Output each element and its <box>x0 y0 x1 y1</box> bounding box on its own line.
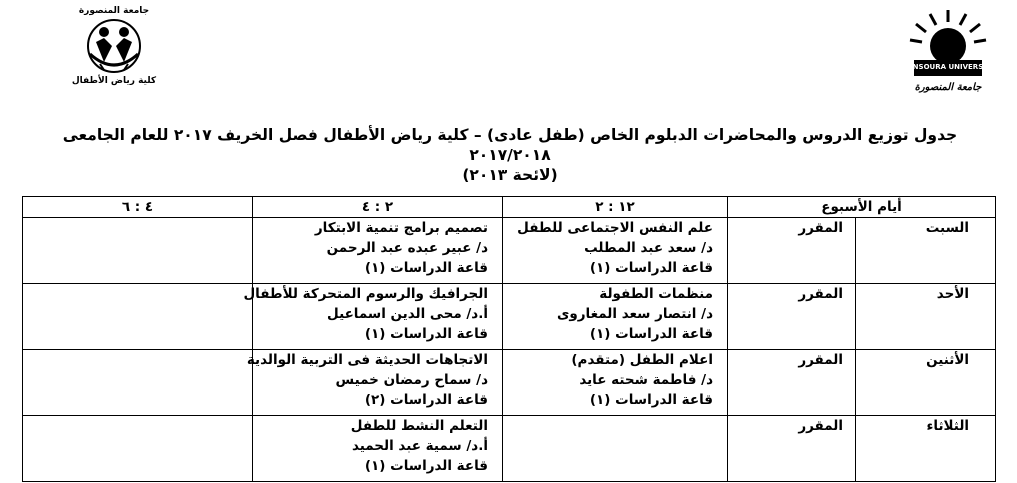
table-row <box>23 350 996 416</box>
header-slot-3: ٤ : ٦ <box>23 197 253 218</box>
faculty-logo <box>70 6 158 88</box>
course-name: علم النفس الاجتماعى للطفل <box>517 220 713 236</box>
course-name: التعلم النشط للطفل <box>350 418 488 434</box>
day-cell: السبت <box>856 218 996 284</box>
title-line-2: (لائحة ٢٠١٣) <box>462 166 558 184</box>
course-name: الاتجاهات الحديثة فى التربية الوالدية <box>246 352 488 368</box>
schedule-table <box>22 196 996 482</box>
table-row <box>23 284 996 350</box>
day-cell: الأحد <box>856 284 996 350</box>
day-cell: الثلاثاء <box>856 416 996 482</box>
room-name: قاعة الدراسات (١) <box>589 392 713 408</box>
slot-1-cell <box>503 416 728 482</box>
title-line-1: جدول توزيع الدروس والمحاضرات الدبلوم الخاص (طفل عادى) – كلية رياض الأطفال فصل الخريف ٢٠١٧ للعام الجامعى ٢٠١٧/٢٠١٨ <box>62 126 958 164</box>
course-name: الجرافيك والرسوم المتحركة للأطفال <box>243 286 488 302</box>
instructor-name: د/ عبير عبده عبد الرحمن <box>326 240 488 256</box>
table-row <box>23 416 996 482</box>
room-name: قاعة الدراسات (١) <box>364 260 488 276</box>
kind-cell: المقرر <box>728 350 856 416</box>
header-slot-1: ١٢ : ٢ <box>503 197 728 218</box>
university-seal <box>900 4 996 102</box>
slot-1-cell <box>503 284 728 350</box>
slot-3-cell <box>23 284 253 350</box>
slot-2-cell <box>243 284 503 350</box>
slot-2-cell <box>246 350 503 416</box>
slot-1-cell <box>503 218 728 284</box>
instructor-name: أ.د/ سمية عبد الحميد <box>351 438 488 454</box>
slot-2-cell <box>253 218 503 284</box>
room-name: قاعة الدراسات (١) <box>364 326 488 342</box>
university-seal-caption-ar: جامعة المنصورة <box>914 82 982 93</box>
instructor-name: أ.د/ محى الدين اسماعيل <box>327 306 488 322</box>
page-title <box>20 125 1000 185</box>
instructor-name: د/ انتصار سعد المغاروى <box>557 306 713 322</box>
course-name: منظمات الطفولة <box>599 286 713 302</box>
faculty-logo-caption-top: جامعة المنصورة <box>78 6 150 16</box>
day-cell: الأثنين <box>856 350 996 416</box>
kind-cell: المقرر <box>728 218 856 284</box>
instructor-name: د/ سماح رمضان خميس <box>335 372 488 388</box>
slot-2-cell <box>253 416 503 482</box>
university-seal-caption-en: MANSOURA UNIVERSITY <box>900 63 996 71</box>
table-header-row <box>23 197 996 218</box>
faculty-logo-caption-bottom: كلية رياض الأطفال <box>71 76 157 86</box>
header-days: أيام الأسبوع <box>728 197 996 218</box>
room-name: قاعة الدراسات (١) <box>589 260 713 276</box>
kind-cell: المقرر <box>728 284 856 350</box>
instructor-name: د/ فاطمة شحته عايد <box>579 372 713 388</box>
room-name: قاعة الدراسات (١) <box>364 458 488 474</box>
slot-1-cell <box>503 350 728 416</box>
slot-3-cell <box>23 416 253 482</box>
room-name: قاعة الدراسات (٢) <box>364 392 488 408</box>
slot-3-cell <box>23 218 253 284</box>
slot-3-cell <box>23 350 253 416</box>
kind-cell: المقرر <box>728 416 856 482</box>
room-name: قاعة الدراسات (١) <box>589 326 713 342</box>
course-name: اعلام الطفل (متقدم) <box>571 352 713 368</box>
course-name: تصميم برامج تنمية الابتكار <box>314 220 488 236</box>
header-slot-2: ٢ : ٤ <box>253 197 503 218</box>
instructor-name: د/ سعد عبد المطلب <box>584 240 713 256</box>
table-row <box>23 218 996 284</box>
